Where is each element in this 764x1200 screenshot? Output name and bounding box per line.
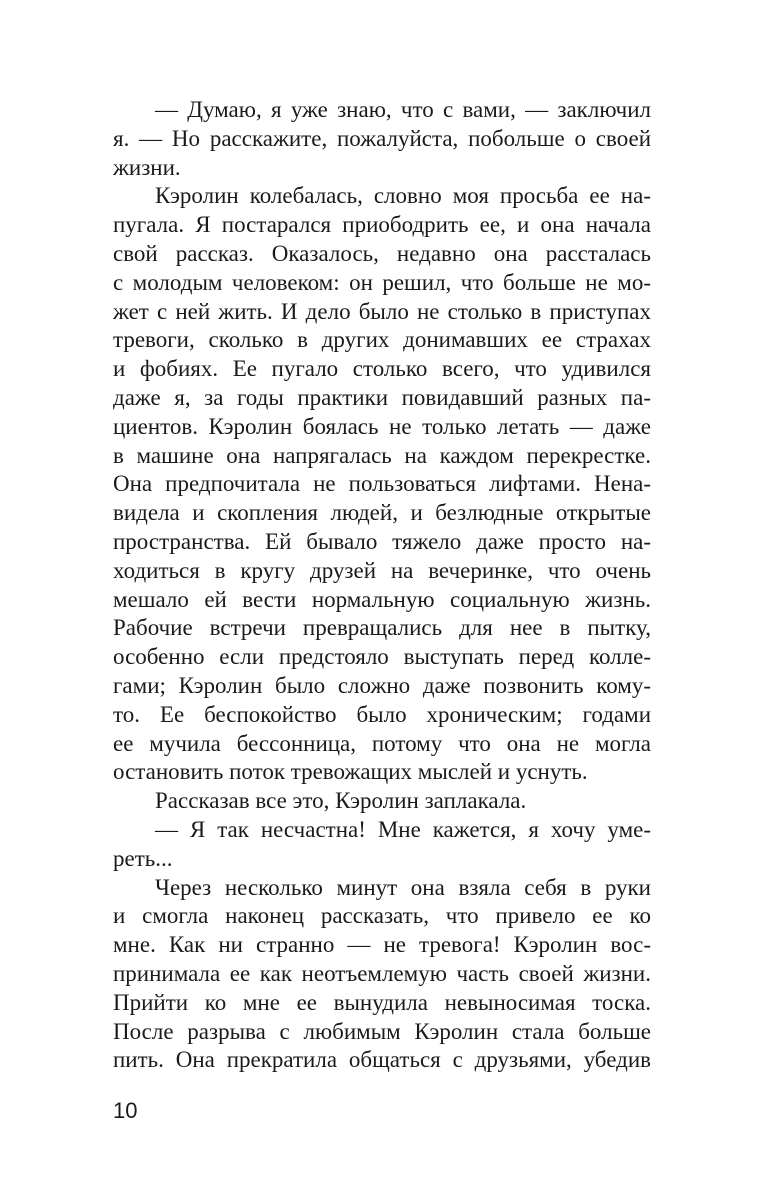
- text-line: мне. Как ни странно — не тревога! Кэролин вос-: [113, 932, 651, 958]
- text-line: жет с ней жить. И дело было не столько в приступах: [113, 298, 651, 324]
- text-line: Кэролин колебалась, словно моя просьба ее на-: [155, 183, 651, 209]
- text-line: остановить поток тревожащих мыслей и уснуть.: [113, 759, 588, 785]
- text-line: в машине она напрягалась на каждом перекрестке.: [113, 442, 651, 468]
- text-line: мешало ей вести нормальную социальную жизнь.: [113, 586, 651, 612]
- text-line: видела и скопления людей, и безлюдные открытые: [113, 500, 651, 526]
- text-line: и фобиях. Ее пугало столько всего, что удивился: [113, 356, 651, 382]
- text-line: пространства. Ей бывало тяжело даже просто на-: [113, 528, 651, 554]
- text-line: свой рассказ. Оказалось, недавно она рассталась: [113, 240, 651, 266]
- text-line: — Я так несчастна! Мне кажется, я хочу уме-: [155, 816, 651, 842]
- text-line: жизни.: [113, 154, 181, 180]
- page-body: [113, 96, 651, 1075]
- text-line: Прийти ко мне ее вынудила невыносимая тоска.: [113, 989, 651, 1015]
- text-line: реть...: [113, 845, 173, 871]
- text-line: ее мучила бессонница, потому что она не могла: [113, 730, 651, 756]
- text-line: тревоги, сколько в других донимавших ее страхах: [113, 327, 651, 353]
- text-line: принимала ее как неотъемлемую часть своей жизни.: [113, 960, 651, 986]
- text-line: пугала. Я постарался приободрить ее, и она начала: [113, 212, 651, 238]
- text-line: пить. Она прекратила общаться с друзьями, убедив: [113, 1047, 651, 1073]
- text-line: ходиться в кругу друзей на вечеринке, что очень: [113, 557, 651, 583]
- text-line: я. — Но расскажите, пожалуйста, побольше о своей: [113, 125, 651, 151]
- text-line: то. Ее беспокойство было хроническим; годами: [113, 701, 651, 727]
- text-line: циентов. Кэролин боялась не только летать — даже: [113, 413, 651, 439]
- text-line: гами; Кэролин было сложно даже позвонить кому-: [113, 672, 651, 698]
- text-line: Рассказав все это, Кэролин заплакала.: [155, 788, 527, 814]
- text-line: и смогла наконец рассказать, что привело ее ко: [113, 903, 651, 929]
- page-number: 10: [113, 1098, 138, 1123]
- text-line: Она предпочитала не пользоваться лифтами. Нена-: [113, 471, 651, 497]
- text-line: даже я, за годы практики повидавший разных па-: [113, 384, 651, 410]
- text-line: с молодым человеком: он решил, что больше не мо-: [113, 269, 651, 295]
- text-line: После разрыва с любимым Кэролин стала больше: [113, 1018, 651, 1044]
- text-line: Через несколько минут она взяла себя в руки: [155, 874, 651, 900]
- text-line: особенно если предстояло выступать перед колле-: [113, 644, 651, 670]
- text-line: Рабочие встречи превращались для нее в пытку,: [113, 615, 651, 641]
- text-line: — Думаю, я уже знаю, что с вами, — заключил: [155, 97, 651, 122]
